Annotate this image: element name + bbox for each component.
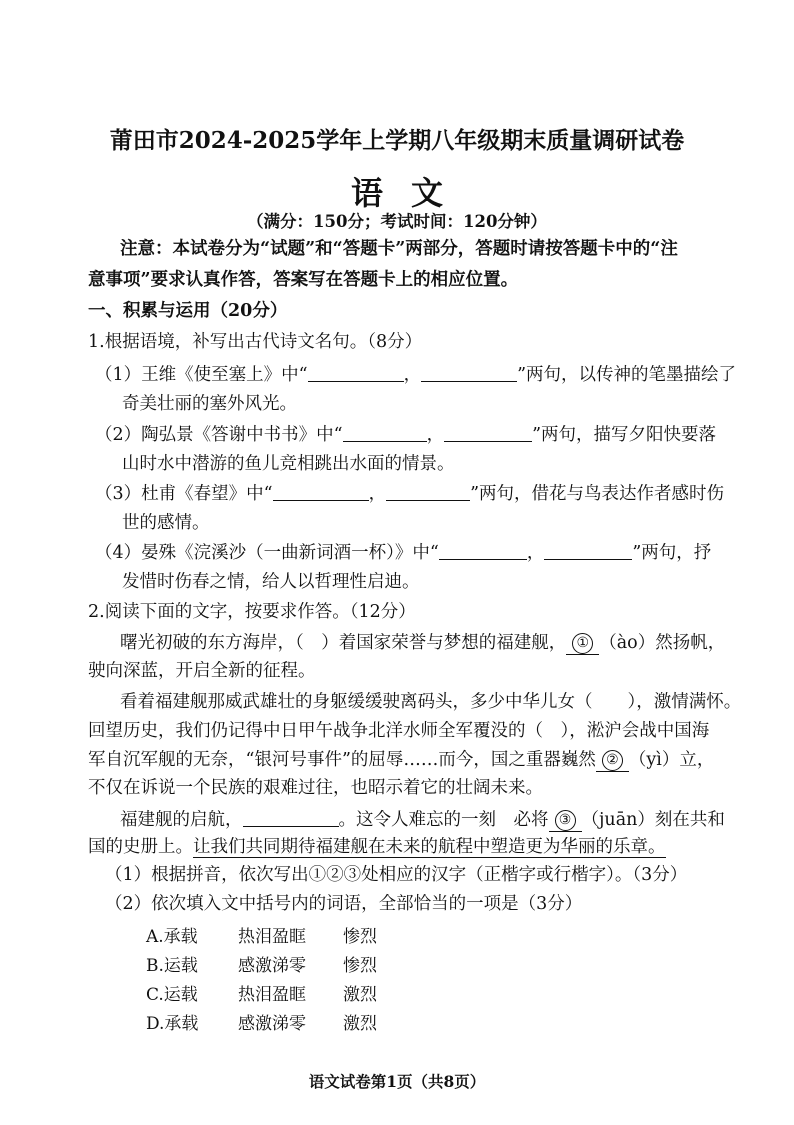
- q1-item-4-pre: （4）晏殊《浣溪沙（一曲新词酒一杯）》中“: [95, 543, 439, 563]
- option-word-2: 热泪盈眶: [238, 985, 306, 1005]
- passage-text: 国的史册上。: [88, 837, 193, 857]
- circled-number-2: ②: [602, 750, 623, 771]
- q1-item-1-post: ”两句，以传神的笔墨描绘了: [517, 365, 737, 385]
- q2-para3-line2: [88, 836, 666, 858]
- option-word-3: 惨烈: [343, 927, 377, 947]
- q1-item-4-cont: 发惜时伤春之情，给人以哲理性启迪。: [122, 572, 420, 592]
- section-heading: 一、积累与运用（20分）: [88, 301, 288, 321]
- q1-item-2: [95, 423, 716, 446]
- option-word-3: 激烈: [343, 1014, 377, 1034]
- answer-blank[interactable]: [544, 541, 632, 560]
- exam-info: （满分：150分；考试时间：120分钟）: [247, 212, 547, 231]
- q1-item-4-post: ”两句，抒: [632, 543, 712, 563]
- notice-line-2: 意事项”要求认真作答，答案写在答题卡上的相应位置。: [88, 270, 519, 290]
- q1-item-3-cont: 世的感情。: [122, 513, 210, 533]
- exam-title: 莆田市2024-2025学年上学期八年级期末质量调研试卷: [109, 127, 685, 154]
- blank-1[interactable]: [566, 632, 599, 655]
- q1-item-3-pre: （3）杜甫《春望》中“: [95, 484, 273, 504]
- q2-para2-line1: 看着福建舰那威武雄壮的身躯缓缓驶离码头，多少中华儿女（ ），激情满怀。: [120, 692, 742, 712]
- option-label: C.运载: [146, 985, 198, 1005]
- q2-para2-line2: 回望历史，我们仍记得中日甲午战争北洋水师全军覆没的（ ），淞沪会战中国海: [88, 721, 710, 741]
- answer-blank[interactable]: [243, 808, 339, 827]
- blank-2[interactable]: [596, 749, 629, 772]
- pinyin-hint: （yì）立，: [628, 750, 715, 770]
- answer-blank[interactable]: [439, 541, 527, 560]
- q1-item-1: [95, 363, 736, 386]
- option-label: B.运载: [146, 956, 198, 976]
- answer-blank[interactable]: [386, 482, 470, 501]
- q1-item-1-pre: （1）王维《使至塞上》中“: [95, 365, 308, 385]
- option-word-3: 激烈: [343, 985, 377, 1005]
- option-word-2: 热泪盈眶: [238, 927, 306, 947]
- passage-text: 福建舰的启航，: [120, 810, 243, 830]
- q1-item-4: [95, 541, 711, 564]
- q2-stem: 2.阅读下面的文字，按要求作答。（12分）: [88, 602, 416, 622]
- subject-title: 语文: [350, 174, 471, 212]
- notice-line-1: 注意：本试卷分为“试题”和“答题卡”两部分，答题时请按答题卡中的“注: [120, 239, 678, 259]
- blank-3[interactable]: [549, 809, 582, 832]
- answer-blank[interactable]: [444, 423, 532, 442]
- q1-item-3-post: ”两句，借花与鸟表达作者感时伤: [470, 484, 725, 504]
- answer-blank[interactable]: [343, 423, 427, 442]
- q1-item-3: [95, 482, 724, 505]
- comma: ，: [368, 484, 387, 504]
- circled-number-3: ③: [555, 810, 576, 831]
- passage-text: 曙光初破的东方海岸，（ ）着国家荣誉与梦想的福建舰，: [120, 633, 567, 653]
- option-word-2: 感激涕零: [238, 956, 306, 976]
- circled-number-1: ①: [572, 633, 593, 654]
- q1-item-1-cont: 奇美壮丽的塞外风光。: [122, 394, 297, 414]
- option-label: D.承载: [146, 1014, 199, 1034]
- q2-para2-line3: [88, 749, 714, 772]
- q2-para3-line1: [120, 808, 725, 832]
- pinyin-hint: （juān）刻在共和: [581, 810, 725, 830]
- q2-sub1: （1）根据拼音，依次写出①②③处相应的汉字（正楷字或行楷字）。（3分）: [105, 865, 688, 885]
- comma: ，: [403, 365, 422, 385]
- pinyin-hint: （ào）然扬帆，: [599, 633, 726, 653]
- option-word-2: 感激涕零: [238, 1014, 306, 1034]
- q2-sub2: （2）依次填入文中括号内的词语，全部恰当的一项是（3分）: [105, 894, 583, 914]
- q1-item-2-post: ”两句，描写夕阳快要落: [532, 425, 717, 445]
- option-label: A.承载: [146, 927, 198, 947]
- underlined-sentence: 让我们共同期待福建舰在未来的航程中塑造更为华丽的乐章。: [193, 837, 666, 857]
- q2-para1-line1: [120, 632, 725, 655]
- option-word-3: 惨烈: [343, 956, 377, 976]
- page-footer: 语文试卷第1页（共8页）: [308, 1072, 486, 1091]
- answer-blank[interactable]: [273, 482, 369, 501]
- q1-item-2-pre: （2）陶弘景《答谢中书书》中“: [95, 425, 343, 445]
- comma: ，: [526, 543, 545, 563]
- q1-stem: 1.根据语境，补写出古代诗文名句。（8分）: [88, 332, 423, 352]
- passage-text: 军自沉军舰的无奈，“银河号事件”的屈辱……而今，国之重器巍然: [88, 750, 596, 770]
- passage-text: 。这令人难忘的一刻 必将: [338, 810, 549, 830]
- q2-para1-line2: 驶向深蓝，开启全新的征程。: [88, 661, 316, 681]
- q1-item-2-cont: 山时水中潜游的鱼儿竞相跳出水面的情景。: [122, 454, 455, 474]
- comma: ，: [426, 425, 445, 445]
- answer-blank[interactable]: [308, 363, 404, 382]
- q2-para2-line4: 不仅在诉说一个民族的艰难过往，也昭示着它的壮阔未来。: [88, 778, 543, 798]
- answer-blank[interactable]: [421, 363, 517, 382]
